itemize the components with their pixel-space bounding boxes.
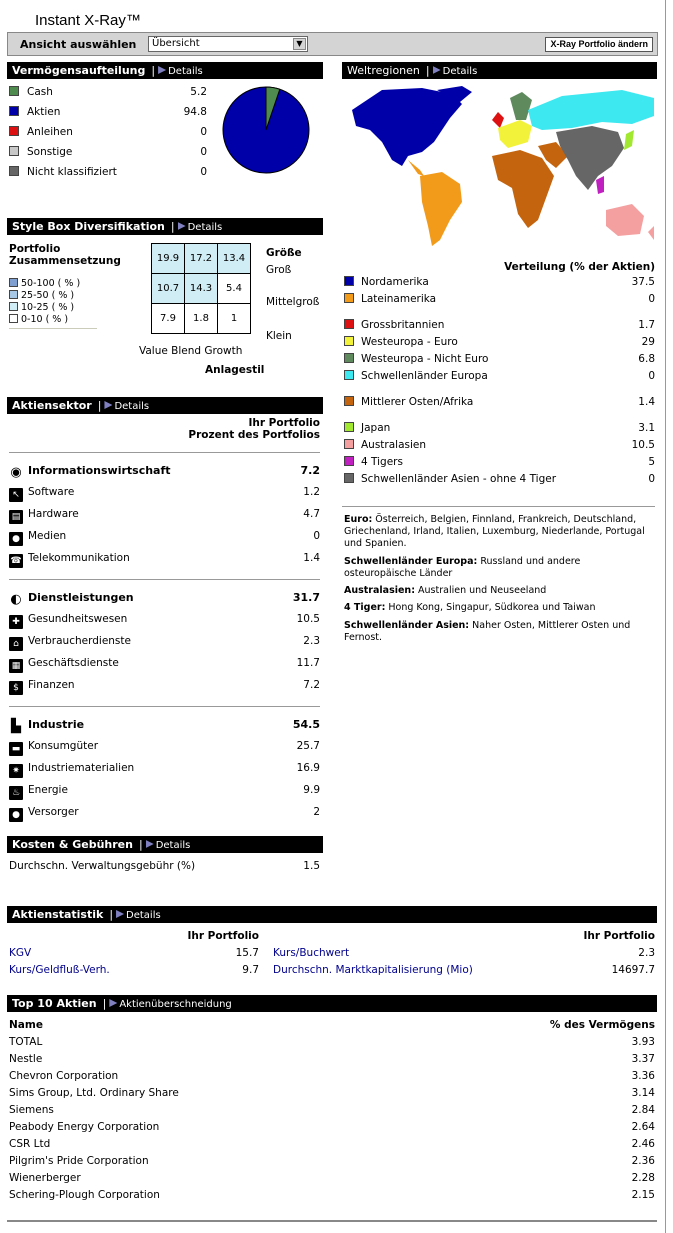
asset-label: Anleihen (27, 126, 73, 138)
sector-row (9, 762, 134, 778)
sector-group-row (9, 718, 84, 734)
services-icon: ◐ (10, 592, 22, 607)
map-latin-america (420, 172, 462, 246)
sector-header: Aktiensektor | Details (7, 397, 323, 414)
region-value: 29 (641, 336, 655, 348)
legend-swatch (344, 336, 354, 346)
divider (9, 452, 320, 453)
business-icon: ▦ (9, 659, 23, 673)
style-box-header: Style Box Diversifikation | Details (7, 218, 323, 235)
telecom-icon: ☎ (10, 556, 22, 566)
stats-title: Aktienstatistik (12, 908, 104, 921)
region-row (344, 276, 429, 288)
style-legend-item (9, 302, 74, 313)
details-flag-icon (104, 401, 112, 409)
sector-label: Medien (28, 530, 67, 542)
size-large-label: Groß (266, 264, 292, 276)
holding-name: Chevron Corporation (9, 1070, 119, 1082)
region-label: Japan (361, 422, 391, 434)
sector-row (9, 740, 98, 756)
sector-value: 2 (313, 806, 320, 818)
stats-col-left: Ihr Portfolio (187, 930, 259, 942)
asset-pie-chart (221, 85, 311, 175)
media-icon: ● (9, 532, 23, 546)
sector-label: Konsumgüter (28, 740, 99, 752)
region-value: 6.8 (638, 353, 655, 365)
map-africa (492, 150, 554, 228)
legend-swatch (9, 126, 19, 136)
portfolio-label: Portfolio (9, 243, 61, 255)
sector-value: 1.4 (303, 552, 320, 564)
page-right-border (665, 0, 673, 1233)
note-text: Russland und andere osteuropäische Länder (344, 556, 581, 579)
style-box-grid (151, 243, 251, 334)
sector-value: 7.2 (303, 679, 320, 691)
details-flag-icon (146, 840, 154, 848)
world-regions-title: Weltregionen (347, 64, 420, 77)
region-note (344, 620, 654, 644)
region-note (344, 514, 654, 550)
map-new-zealand (648, 226, 654, 240)
holding-name: CSR Ltd (9, 1138, 51, 1150)
legend-swatch (344, 456, 354, 466)
map-australia (606, 204, 644, 236)
region-row (344, 336, 458, 348)
map-central-america (408, 160, 424, 176)
costs-title: Kosten & Gebühren (12, 838, 133, 851)
holding-name: TOTAL (9, 1036, 43, 1048)
stat-kgv-link[interactable]: KGV (9, 947, 32, 959)
change-portfolio-button[interactable]: X-Ray Portfolio ändern (545, 37, 653, 52)
legend-swatch (344, 396, 354, 406)
stat-kgv-value: 15.7 (235, 947, 259, 959)
legend-swatch (344, 370, 354, 380)
sector-label: Telekommunikation (28, 552, 130, 564)
holding-name: Siemens (9, 1104, 54, 1116)
asset-row (9, 86, 53, 98)
region-note (344, 602, 654, 614)
view-toolbar (7, 32, 658, 56)
asset-allocation-header: Vermögensaufteilung | Details (7, 62, 323, 79)
top10-col-name: Name (9, 1019, 43, 1031)
stats-details-link[interactable]: Details (126, 910, 161, 921)
region-label: Westeuropa - Euro (361, 336, 458, 348)
region-row (344, 370, 488, 382)
holding-value: 3.36 (631, 1070, 655, 1082)
style-box-title: Style Box Diversifikation (12, 220, 165, 233)
style-grid-cell: 13.4 (218, 244, 251, 274)
map-europe-euro (498, 120, 532, 148)
note-text: Hong Kong, Singapur, Südkorea und Taiwan (385, 602, 596, 613)
asset-label: Sonstige (27, 146, 73, 158)
stat-kcf-value: 9.7 (242, 964, 259, 976)
world-map (342, 80, 657, 248)
style-grid-row (152, 244, 251, 274)
style-grid-cell: 1 (218, 304, 251, 334)
legend-swatch (9, 290, 18, 299)
size-small-label: Klein (266, 330, 292, 342)
sector-label: Geschäftsdienste (28, 657, 119, 669)
style-grid-cell: 1.8 (185, 304, 218, 334)
top10-title: Top 10 Aktien (12, 997, 97, 1010)
holding-value: 3.14 (631, 1087, 655, 1099)
style-grid-cell: 7.9 (152, 304, 185, 334)
region-value: 3.1 (638, 422, 655, 434)
legend-swatch (344, 276, 354, 286)
map-japan (624, 130, 634, 150)
asset-row (9, 126, 73, 138)
sector-label: Hardware (28, 508, 79, 520)
divider (342, 506, 655, 507)
holding-name: Sims Group, Ltd. Ordinary Share (9, 1087, 179, 1099)
region-value: 0 (648, 293, 655, 305)
sector-value: 0 (313, 530, 320, 542)
hardware-icon: ▤ (9, 510, 23, 524)
industry-icon: ▙ (11, 719, 21, 734)
legend-swatch (9, 314, 18, 323)
holding-value: 3.93 (631, 1036, 655, 1048)
asset-row (9, 146, 72, 158)
bottom-divider (7, 1220, 657, 1222)
holding-name: Schering-Plough Corporation (9, 1189, 160, 1201)
region-label: Schwellenländer Asien - ohne 4 Tiger (361, 473, 557, 485)
asset-row (9, 106, 60, 118)
eye-icon: ◉ (10, 465, 22, 480)
costs-details-link[interactable]: Details (155, 840, 191, 851)
divider (9, 579, 320, 580)
sector-details-link[interactable]: Details (114, 401, 150, 412)
map-north-america (352, 88, 462, 166)
asset-label: Aktien (27, 106, 61, 118)
legend-swatch (9, 278, 18, 287)
sector-value: 9.9 (303, 784, 320, 796)
overlap-link[interactable]: Aktienüberschneidung (119, 999, 232, 1010)
sector-group-row (9, 464, 171, 480)
asset-value: 0 (200, 146, 207, 158)
style-grid-cell: 19.9 (152, 244, 185, 274)
view-select[interactable] (148, 36, 308, 52)
sector-label: Industriematerialien (28, 762, 135, 774)
note-text: Österreich, Belgien, Finnland, Frankreich, Deutschland, Griechenland, Irland, Italien, Luxemburg, Niederlande, Portugal und Spanien. (344, 514, 645, 549)
sector-value: 2.3 (303, 635, 320, 647)
style-x-labels: Value Blend Growth (139, 345, 243, 357)
view-select-label: Ansicht auswählen (20, 38, 137, 51)
details-flag-icon (158, 66, 166, 74)
map-uk (492, 112, 504, 128)
region-label: Nordamerika (361, 276, 429, 288)
page-title: Instant X-Ray™ (35, 12, 141, 29)
style-legend-label: 10-25 ( % ) (21, 302, 75, 313)
sector-group-label: Informationswirtschaft (28, 464, 171, 477)
fee-label: Durchschn. Verwaltungsgebühr (%) (9, 860, 196, 872)
world-regions-header: Weltregionen | Details (342, 62, 657, 79)
software-icon: ↖ (9, 488, 23, 502)
style-legend-label: 25-50 ( % ) (21, 290, 75, 301)
stat-mcap-value: 14697.7 (611, 964, 655, 976)
map-emerging-europe (528, 90, 654, 130)
car-icon: ▬ (9, 742, 23, 756)
region-row (344, 319, 444, 331)
divider (9, 706, 320, 707)
sector-row (9, 486, 74, 502)
sector-value: 16.9 (296, 762, 320, 774)
chevron-down-icon[interactable]: ▼ (293, 38, 306, 50)
holding-name: Wienerberger (9, 1172, 81, 1184)
legend-swatch (9, 302, 18, 311)
sector-group-row (9, 591, 134, 607)
stat-kbv-value: 2.3 (638, 947, 655, 959)
sector-label: Energie (28, 784, 68, 796)
asset-allocation-title: Vermögensaufteilung (12, 64, 146, 77)
style-grid-cell: 17.2 (185, 244, 218, 274)
legend-swatch (9, 166, 19, 176)
sector-group-value: 31.7 (292, 591, 320, 604)
style-grid-cell: 5.4 (218, 274, 251, 304)
sector-value: 1.2 (303, 486, 320, 498)
region-row (344, 293, 436, 305)
style-legend-item (9, 290, 74, 301)
style-x-title: Anlagestil (205, 364, 265, 376)
sector-group-value: 7.2 (300, 464, 320, 477)
asset-row (9, 166, 117, 178)
legend-swatch (344, 439, 354, 449)
gear-icon: ✷ (9, 764, 23, 778)
sector-value: 4.7 (303, 508, 320, 520)
sector-label: Verbraucherdienste (28, 635, 131, 647)
style-legend-label: 50-100 ( % ) (21, 278, 81, 289)
regions-details-link[interactable]: Details (442, 66, 478, 77)
region-value: 37.5 (631, 276, 655, 288)
asset-value: 0 (200, 126, 207, 138)
overlap-flag-icon (109, 999, 117, 1007)
top10-col-value: % des Vermögens (549, 1019, 655, 1031)
size-mid-label: Mittelgroß (266, 296, 320, 308)
stat-mcap-link[interactable]: Durchschn. Marktkapitalisierung (Mio) (273, 964, 473, 976)
sector-row (9, 679, 75, 695)
sector-row (9, 657, 119, 673)
holding-name: Peabody Energy Corporation (9, 1121, 160, 1133)
view-select-value: Übersicht (152, 38, 200, 49)
sector-row (9, 508, 79, 524)
sector-group-value: 54.5 (292, 718, 320, 731)
region-label: 4 Tigers (361, 456, 403, 468)
legend-swatch (344, 473, 354, 483)
region-value: 1.4 (638, 396, 655, 408)
holding-value: 2.15 (631, 1189, 655, 1201)
sector-label: Software (28, 486, 75, 498)
legend-swatch (344, 319, 354, 329)
composition-label: Zusammensetzung (9, 255, 121, 267)
region-label: Australasien (361, 439, 427, 451)
health-icon: ✚ (9, 615, 23, 629)
holding-value: 2.64 (631, 1121, 655, 1133)
sector-col2: Prozent des Portfolios (188, 429, 320, 441)
sector-group-label: Industrie (28, 718, 85, 731)
stylebox-details-link[interactable]: Details (187, 222, 223, 233)
legend-swatch (344, 353, 354, 363)
legend-swatch (9, 106, 19, 116)
map-4-tigers (596, 176, 604, 194)
sector-title: Aktiensektor (12, 399, 92, 412)
costs-header: Kosten & Gebühren | Details (7, 836, 323, 853)
region-label: Westeuropa - Nicht Euro (361, 353, 489, 365)
asset-label: Nicht klassifiziert (27, 166, 117, 178)
style-legend-item (9, 278, 80, 289)
note-text: Naher Osten, Mittlerer Osten und Fernost. (344, 620, 631, 643)
distribution-title: Verteilung (% der Aktien) (504, 261, 655, 273)
size-title: Größe (266, 247, 302, 259)
details-flag-icon (433, 66, 441, 74)
note-term: Schwellenländer Asien: (344, 620, 470, 631)
bulb-icon: ● (9, 808, 23, 822)
details-flag-icon (116, 910, 124, 918)
sector-group-label: Dienstleistungen (28, 591, 134, 604)
holding-value: 2.84 (631, 1104, 655, 1116)
style-legend-item (9, 314, 68, 325)
region-row (344, 456, 403, 468)
legend-underline (9, 328, 97, 329)
sector-label: Gesundheitswesen (28, 613, 128, 625)
region-row (344, 396, 473, 408)
sector-col1: Ihr Portfolio (248, 417, 320, 429)
sector-row (9, 530, 66, 546)
region-value: 5 (648, 456, 655, 468)
region-note (344, 556, 654, 580)
holding-name: Nestle (9, 1053, 43, 1065)
fee-value: 1.5 (303, 860, 320, 872)
asset-value: 5.2 (190, 86, 207, 98)
sector-row (9, 635, 131, 651)
region-label: Schwellenländer Europa (361, 370, 488, 382)
region-value: 0 (648, 473, 655, 485)
style-grid-cell: 10.7 (152, 274, 185, 304)
region-label: Mittlerer Osten/Afrika (361, 396, 474, 408)
sector-row (9, 552, 130, 568)
stats-col-right: Ihr Portfolio (583, 930, 655, 942)
legend-swatch (9, 86, 19, 96)
top10-header: Top 10 Aktien | Aktienüberschneidung (7, 995, 657, 1012)
sector-value: 25.7 (296, 740, 320, 752)
map-emerging-asia (556, 126, 624, 190)
sector-row (9, 784, 68, 800)
note-term: Euro: (344, 514, 373, 525)
style-legend-label: 0-10 ( % ) (21, 314, 69, 325)
region-row (344, 473, 556, 485)
legend-swatch (344, 293, 354, 303)
sector-row (9, 806, 79, 822)
stat-kbv-link[interactable]: Kurs/Buchwert (273, 947, 350, 959)
region-label: Grossbritannien (361, 319, 445, 331)
holding-name: Pilgrim's Pride Corporation (9, 1155, 149, 1167)
style-grid-cell: 14.3 (185, 274, 218, 304)
sector-value: 11.7 (296, 657, 320, 669)
region-note (344, 585, 654, 597)
note-term: Schwellenländer Europa: (344, 556, 478, 567)
legend-swatch (344, 422, 354, 432)
region-label: Lateinamerika (361, 293, 437, 305)
region-row (344, 422, 390, 434)
note-text: Australien und Neuseeland (415, 585, 547, 596)
region-value: 10.5 (631, 439, 655, 451)
region-value: 0 (648, 370, 655, 382)
sector-label: Finanzen (28, 679, 75, 691)
flame-icon: ♨ (9, 786, 23, 800)
details-flag-icon (178, 222, 186, 230)
holding-value: 2.46 (631, 1138, 655, 1150)
holding-value: 2.28 (631, 1172, 655, 1184)
consumer-services-icon: ⌂ (9, 637, 23, 651)
note-term: Australasien: (344, 585, 415, 596)
holding-value: 3.37 (631, 1053, 655, 1065)
holding-value: 2.36 (631, 1155, 655, 1167)
asset-details-link[interactable]: Details (168, 66, 203, 77)
sector-label: Versorger (28, 806, 79, 818)
asset-value: 0 (200, 166, 207, 178)
asset-value: 94.8 (183, 106, 207, 118)
style-grid-row (152, 304, 251, 334)
sector-value: 10.5 (296, 613, 320, 625)
region-value: 1.7 (638, 319, 655, 331)
asset-label: Cash (27, 86, 53, 98)
stats-header: Aktienstatistik | Details (7, 906, 657, 923)
region-row (344, 439, 426, 451)
map-europe-non-euro (510, 92, 532, 120)
sector-row (9, 613, 127, 629)
finance-icon: $ (9, 681, 23, 695)
stat-kcf-link[interactable]: Kurs/Geldfluß-Verh. (9, 964, 110, 976)
region-row (344, 353, 488, 365)
legend-swatch (9, 146, 19, 156)
note-term: 4 Tiger: (344, 602, 386, 613)
style-grid-row (152, 274, 251, 304)
